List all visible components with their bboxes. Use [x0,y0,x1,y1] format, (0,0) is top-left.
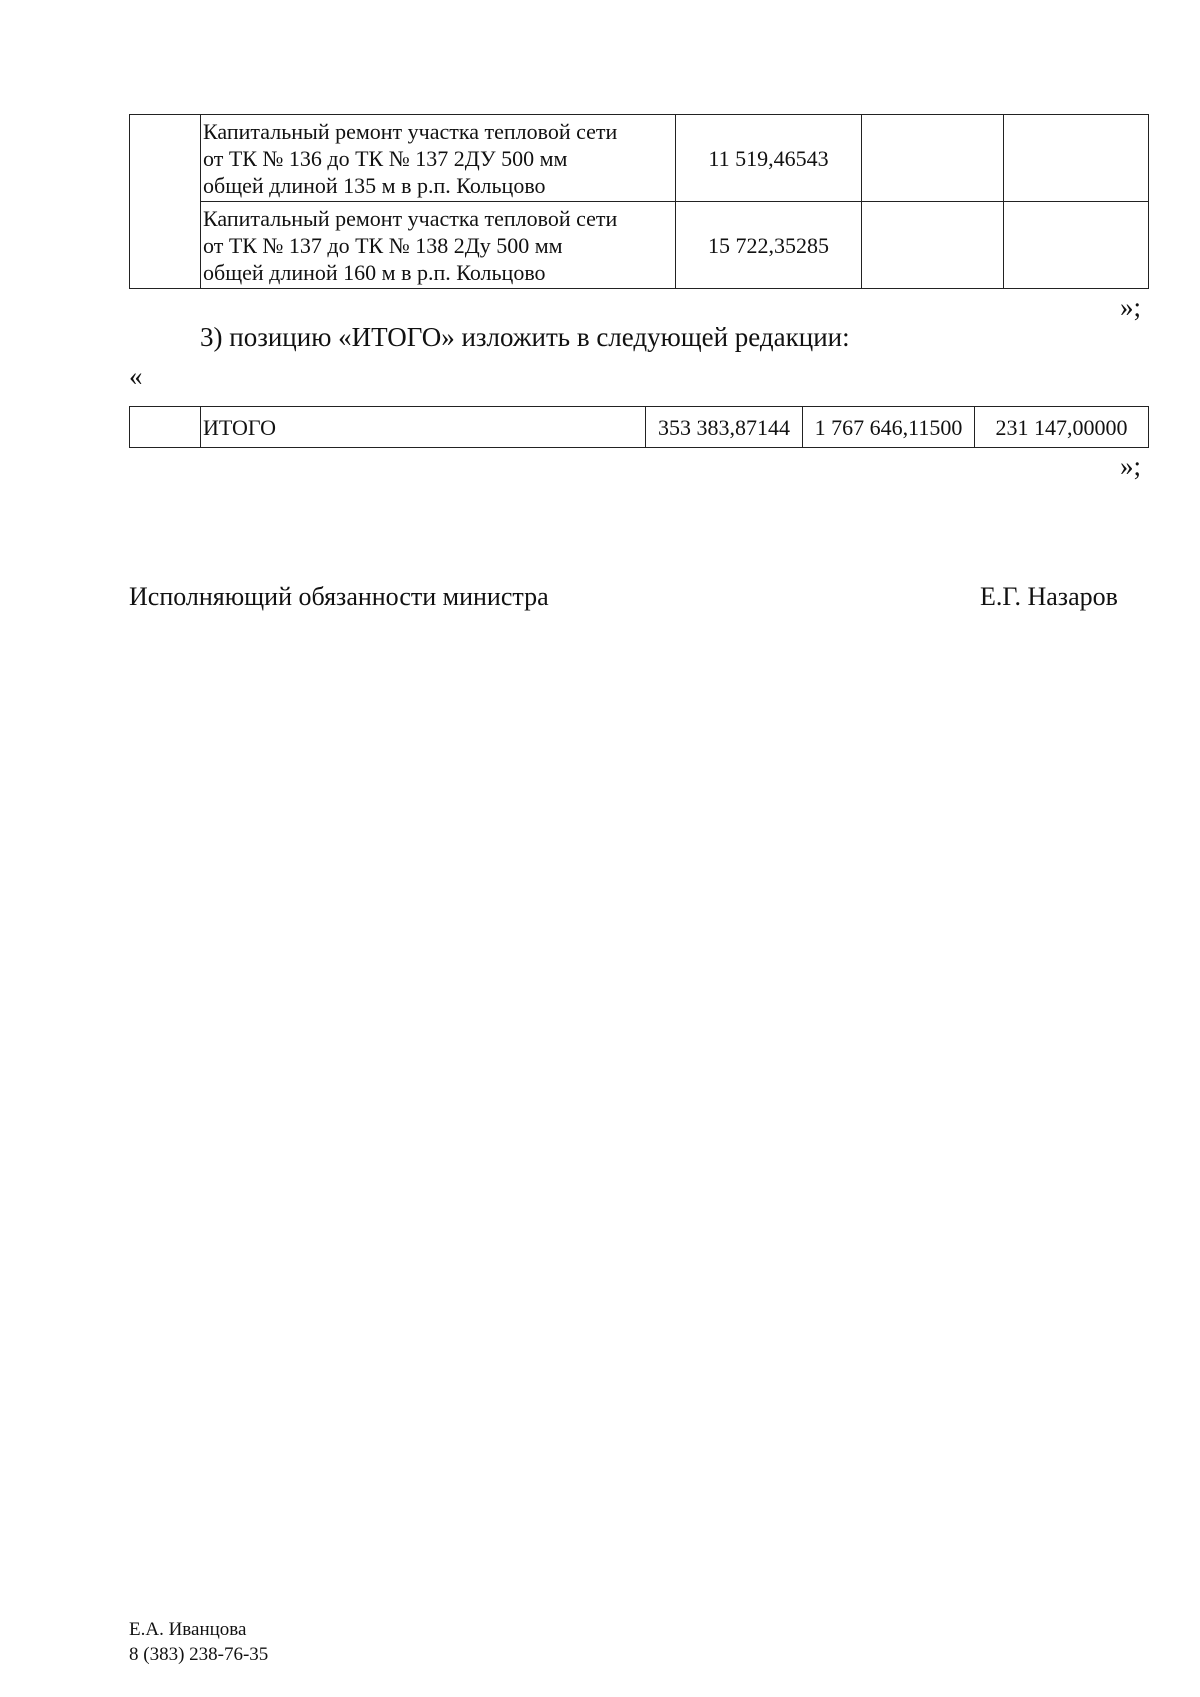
executor-phone: 8 (383) 238-76-35 [129,1644,269,1665]
empty-number-cell [130,115,201,289]
opening-quote: « [129,361,143,391]
table-row [130,115,1149,202]
heating-network-table [129,114,1149,289]
total-table [129,406,1149,448]
empty-cell [1004,115,1149,202]
empty-number-cell [130,407,201,448]
executor-info [129,1617,268,1667]
total-value: 231 147,00000 [975,407,1149,448]
total-row [130,407,1149,448]
work-description: Капитальный ремонт участка тепловой сети от ТК № 137 до ТК № 138 2Ду 500 мм общей длиной 160 м в р.п. Кольцово [201,202,676,289]
signatory-position: Исполняющий обязанности министра [129,582,549,611]
empty-cell [862,202,1004,289]
total-value: 1 767 646,11500 [803,407,975,448]
amount-cell: 11 519,46543 [676,115,862,202]
total-value: 353 383,87144 [646,407,803,448]
total-label: ИТОГО [201,407,646,448]
closing-quote: »; [1120,292,1142,322]
executor-name: Е.А. Иванцова [129,1619,247,1640]
paragraph-3: 3) позицию «ИТОГО» изложить в следующей редакции: [200,322,850,352]
empty-cell [1004,202,1149,289]
closing-quote: »; [1120,451,1142,481]
empty-cell [862,115,1004,202]
work-description: Капитальный ремонт участка тепловой сети от ТК № 136 до ТК № 137 2ДУ 500 мм общей длиной 135 м в р.п. Кольцово [201,115,676,202]
signatory-name: Е.Г. Назаров [980,582,1118,611]
amount-cell: 15 722,35285 [676,202,862,289]
table-row [130,202,1149,289]
